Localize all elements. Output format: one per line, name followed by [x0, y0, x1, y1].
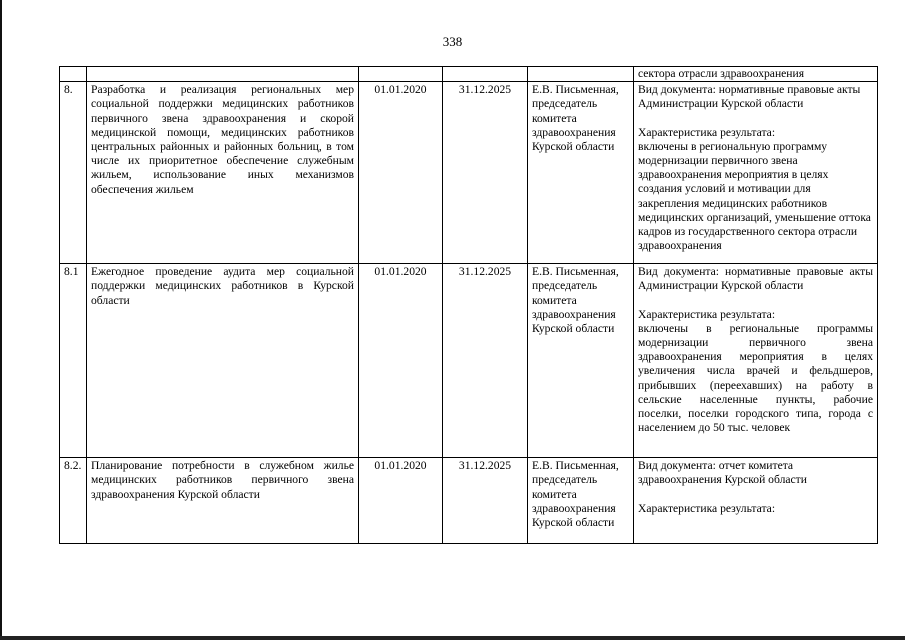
cell-start — [359, 67, 443, 82]
page-number: 338 — [442, 34, 463, 49]
row-number: 8.2. — [60, 458, 87, 544]
measure-title: Ежегодное проведение аудита мер социальной поддержки медицинских работников в Курской области — [87, 264, 359, 458]
measure-title: Разработка и реализация региональных мер социальной поддержки медицинских работников первичного звена здравоохранения и скорой медицинской помощи, медицинских работников центральных районных и районных больниц, в том числе их приоритетное обеспечение служебным жильем, использование иных механизмов обеспечения жильем — [87, 82, 359, 264]
cell-num — [60, 67, 87, 82]
start-date: 01.01.2020 — [359, 82, 443, 264]
result-label: Характеристика результата: — [638, 307, 776, 321]
start-date: 01.01.2020 — [359, 458, 443, 544]
document-type: Вид документа: нормативные правовые акты Администрации Курской области — [638, 83, 861, 111]
document-type: Вид документа: отчет комитета здравоохранения Курской области — [638, 459, 807, 487]
start-date: 01.01.2020 — [359, 264, 443, 458]
row-number: 8.1 — [60, 264, 87, 458]
result-cell — [634, 82, 878, 264]
result-cell — [634, 458, 878, 544]
end-date: 31.12.2025 — [443, 264, 528, 458]
responsible-person: Е.В. Письменная, председатель комитета здравоохранения Курской области — [528, 264, 634, 458]
scan-edge — [0, 0, 2, 640]
cell-title — [87, 67, 359, 82]
document-type: Вид документа: нормативные правовые акты Администрации Курской области — [638, 265, 873, 293]
scan-bottom-edge — [0, 636, 905, 640]
table-row — [60, 458, 878, 544]
responsible-person: Е.В. Письменная, председатель комитета здравоохранения Курской области — [528, 82, 634, 264]
cell-result: сектора отрасли здравоохранения — [634, 67, 878, 82]
end-date: 31.12.2025 — [443, 82, 528, 264]
table-row — [60, 82, 878, 264]
result-text: включены в региональные программы модернизации первичного звена здравоохранения мероприятия в целях увеличения числа врачей и фельдшеров, прибывших (переехавших) на работу в сельские населенные пункты, рабочие поселки, поселки городского типа, города с населением до 50 тыс. человек — [638, 321, 873, 435]
responsible-person: Е.В. Письменная, председатель комитета здравоохранения Курской области — [528, 458, 634, 544]
cell-responsible — [528, 67, 634, 82]
result-text: включены в региональную программу модернизации первичного звена здравоохранения мероприятия в целях создания условий и мотивации для закрепления медицинских работников медицинских организаций, уменьшение оттока кадров из государственного сектора отрасли здравоохранения — [638, 139, 871, 253]
row-number: 8. — [60, 82, 87, 264]
result-cell — [634, 264, 878, 458]
result-label: Характеристика результата: — [638, 125, 776, 139]
table-row — [60, 264, 878, 458]
measures-table — [59, 66, 878, 544]
cell-end — [443, 67, 528, 82]
result-label: Характеристика результата: — [638, 501, 776, 515]
measure-title: Планирование потребности в служебном жилье медицинских работников первичного звена здравоохранения Курской области — [87, 458, 359, 544]
table-row-continuation — [60, 67, 878, 82]
end-date: 31.12.2025 — [443, 458, 528, 544]
